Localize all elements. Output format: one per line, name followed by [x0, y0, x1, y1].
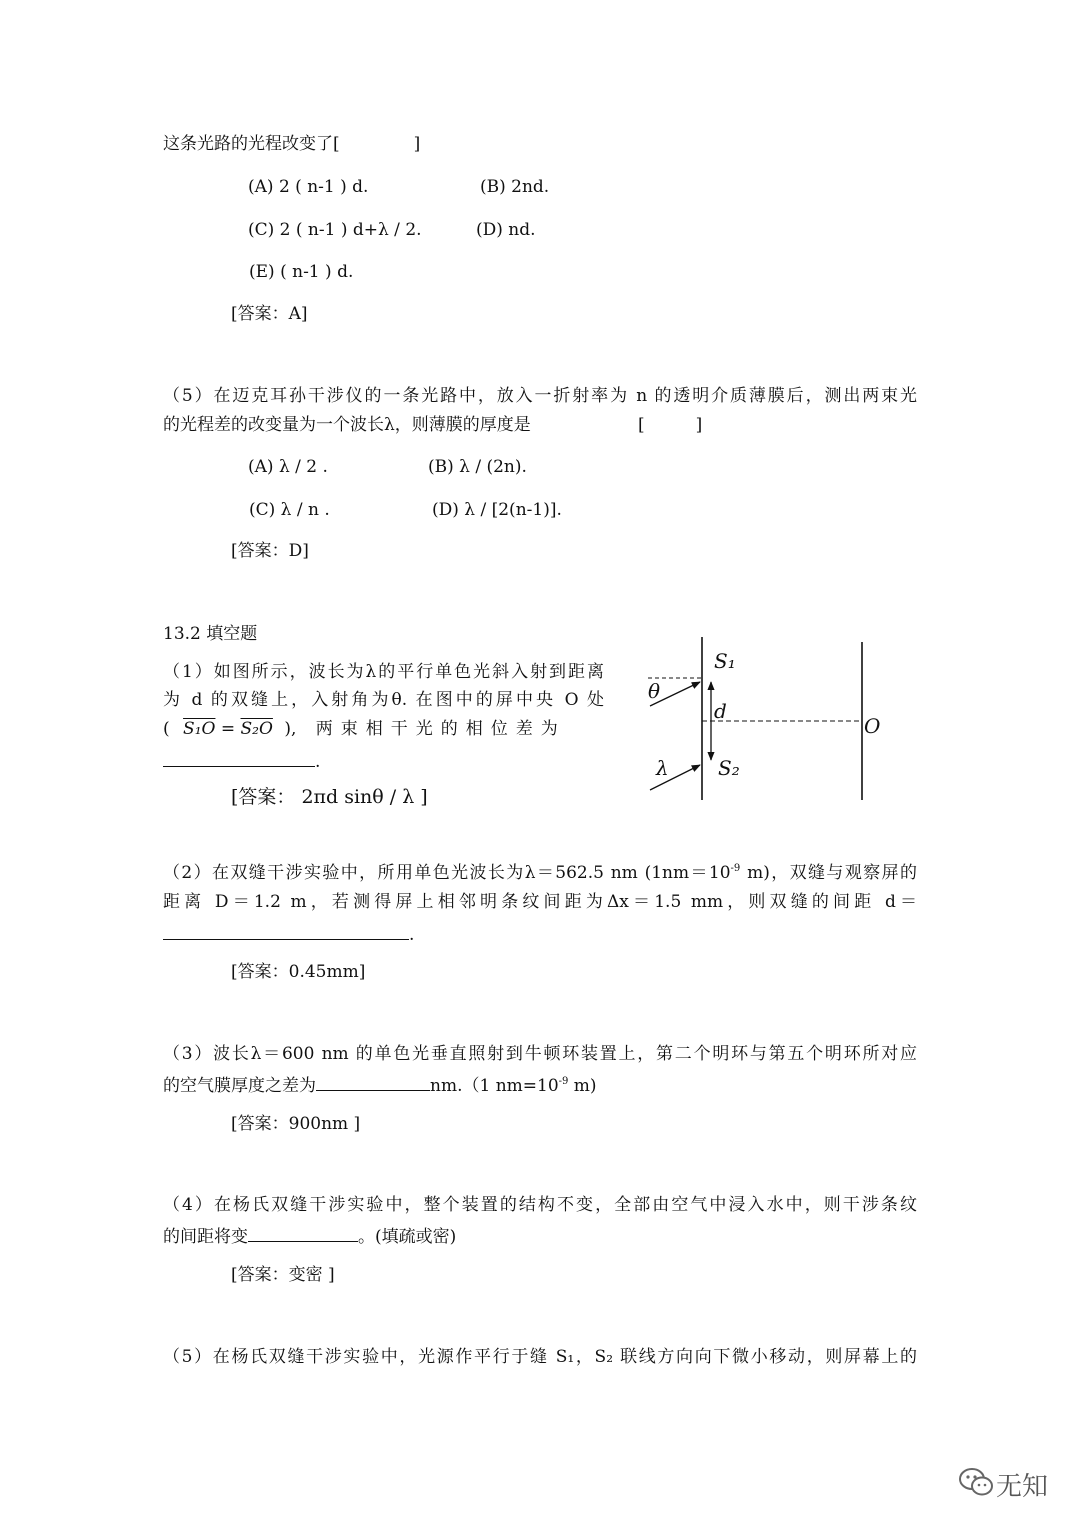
theta-label: θ — [648, 679, 661, 703]
q5-bracket: [ ] — [638, 415, 703, 435]
f2-line2: 距离 D＝1.2 m，若测得屏上相邻明条纹间距为Δx＝1.5 mm，则双缝的间距 d＝ — [163, 892, 917, 912]
f2-answer-blank — [163, 921, 409, 940]
f3-answer: [答案：900nm ] — [231, 1114, 361, 1134]
q5-line2: 的光程差的改变量为一个波长λ，则薄膜的厚度是 — [163, 415, 531, 435]
watermark-text: 无知 — [996, 1472, 1049, 1502]
f2-line1: （2）在双缝干涉实验中，所用单色光波长为λ＝562.5 nm ($1nm=10^{-9}$ m)，双缝与观察屏的 — [163, 863, 918, 883]
q4-option-a: (A) 2 ( n-1 ) d. — [248, 177, 369, 197]
f1-answer-blank — [163, 748, 315, 767]
q5-option-c: (C) λ / n . — [249, 500, 330, 520]
q4-option-e: (E) ( n-1 ) d. — [249, 262, 354, 282]
q4-option-d: (D) nd. — [476, 220, 536, 240]
f5-line1: （5）在杨氏双缝干涉实验中，光源作平行于缝 S₁，S₂ 联线方向向下微小移动，则屏幕上的 — [163, 1347, 917, 1367]
f4-line1: （4）在杨氏双缝干涉实验中，整个装置的结构不变，全部由空气中浸入水中，则干涉条纹 — [163, 1195, 917, 1215]
q4-option-b: (B) 2nd. — [480, 177, 550, 197]
lambda-label: λ — [656, 756, 669, 780]
f1-answer: [答案： 2πd sinθ / λ ] — [231, 786, 428, 808]
double-slit-diagram — [630, 632, 900, 807]
watermark — [958, 1462, 1058, 1502]
f4-line2: 的间距将变 。(填疏或密) — [163, 1223, 456, 1248]
f2-answer: [答案：0.45mm] — [231, 962, 366, 982]
s2-label: S₂ — [718, 756, 740, 780]
f3-line2: 的空气膜厚度之差为 nm.（1 $nm=10^{-9}$ m) — [163, 1072, 597, 1097]
f3-line1: （3）波长λ＝600 nm 的单色光垂直照射到牛顿环装置上，第二个明环与第五个明环所对应 — [163, 1044, 917, 1064]
q5-line1: （5）在迈克耳孙干涉仪的一条光路中，放入一折射率为 n 的透明介质薄膜后，测出两束光 — [163, 386, 917, 406]
f1-line2: 为 d 的双缝上，入射角为θ. 在图中的屏中央 O 处 — [163, 690, 604, 710]
q4-answer: [答案：A] — [231, 304, 308, 324]
q4-option-c: (C) 2 ( n-1 ) d+λ / 2. — [248, 220, 422, 240]
f1-line4: . — [163, 748, 320, 773]
q4-stem: 这条光路的光程改变了[ ] — [163, 134, 421, 154]
f3-answer-blank — [316, 1072, 430, 1091]
f4-answer: [答案：变密 ] — [231, 1265, 335, 1285]
d-label: d — [714, 699, 727, 723]
f1-line3: ( S₁O = S₂O ), 两束相干光的相位差为 — [163, 719, 566, 739]
q5-option-d: (D) λ / [2(n-1)]. — [432, 500, 562, 520]
s1-label: S₁ — [714, 649, 736, 673]
q5-option-a: (A) λ / 2 . — [248, 457, 328, 477]
section-title: 13.2 填空题 — [163, 624, 258, 644]
q5-option-b: (B) λ / (2n). — [428, 457, 527, 477]
f4-answer-blank — [248, 1223, 358, 1242]
q5-answer: [答案：D] — [231, 541, 309, 561]
wechat-icon — [958, 1466, 994, 1498]
f1-line1: （1）如图所示，波长为λ的平行单色光斜入射到距离 — [163, 662, 604, 682]
o-label: O — [864, 714, 881, 738]
f2-line3: . — [163, 921, 414, 946]
